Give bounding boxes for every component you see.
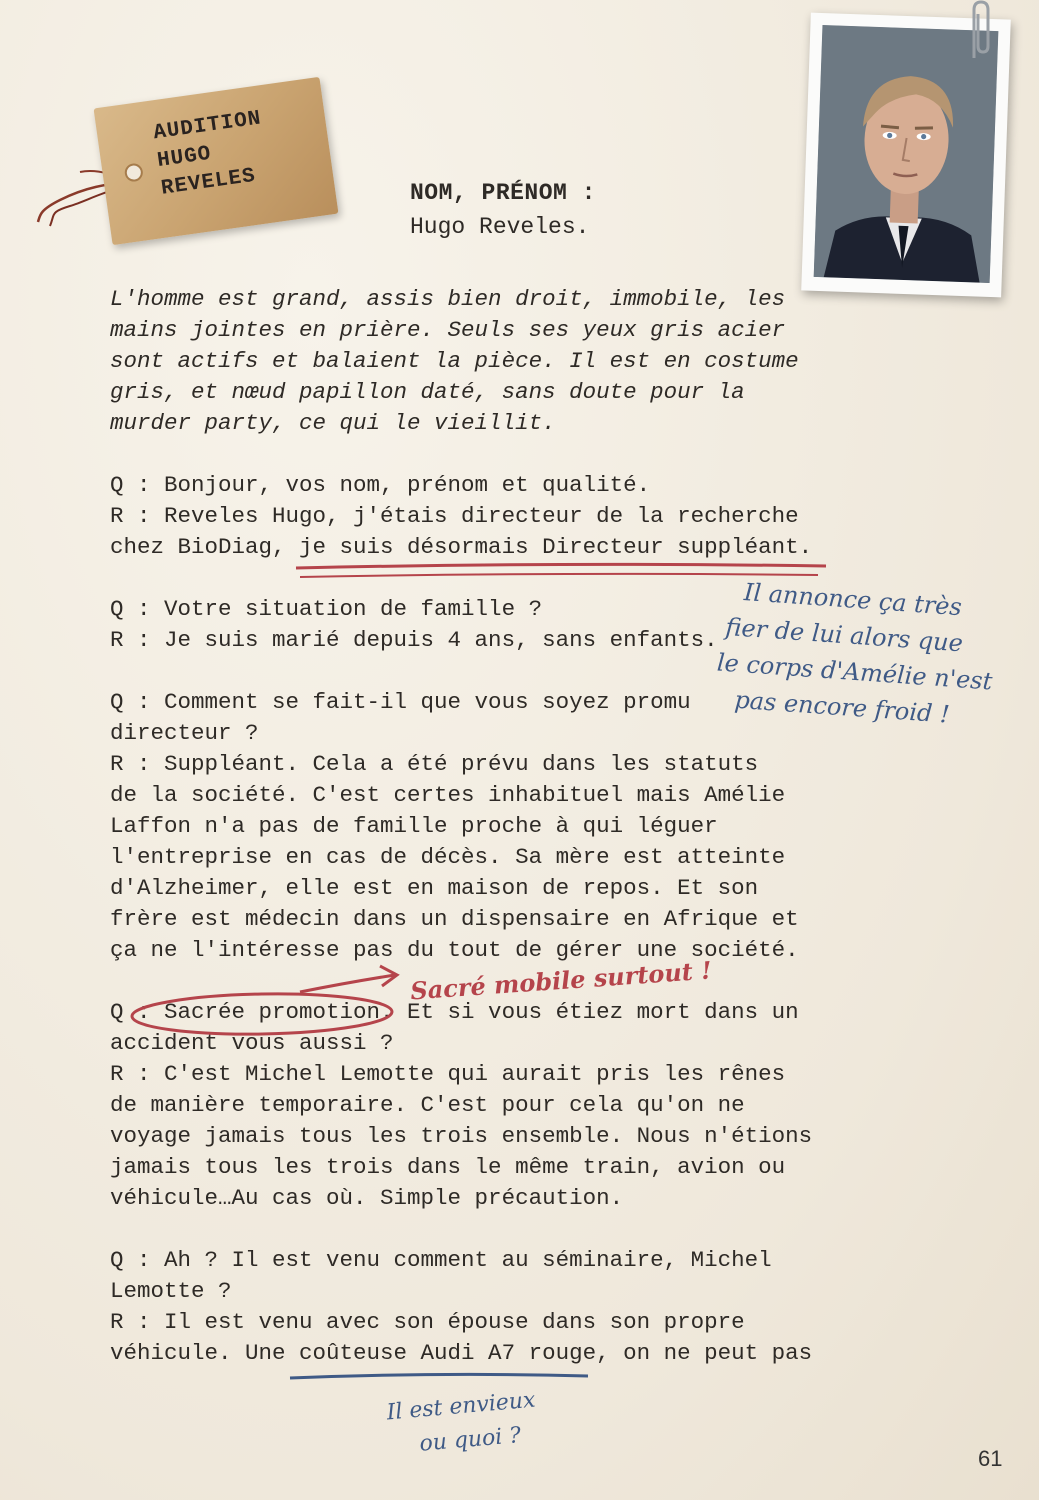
margin-note-1 [713, 573, 998, 736]
text-line: Q : Comment se fait-il que vous soyez promu [110, 689, 691, 715]
text-line: mains jointes en prière. Seuls ses yeux gris acier [110, 317, 786, 343]
name-label: NOM, PRÉNOM : [410, 180, 596, 206]
margin-note-2: Sacré mobile surtout ! [409, 955, 713, 1006]
text-line: de la société. C'est certes inhabituel mais Amélie [110, 782, 786, 808]
text-line: murder party, ce qui le vieillit. [110, 410, 556, 436]
paperclip-icon [960, 0, 1000, 60]
margin-note-3 [385, 1384, 539, 1465]
blue-underline [290, 1374, 588, 1378]
qa-block-5 [110, 1245, 812, 1369]
note-line: pas encore froid ! [733, 685, 951, 729]
name-value: Hugo Reveles. [410, 214, 590, 240]
text-line: l'entreprise en cas de décès. Sa mère est atteinte [110, 844, 786, 870]
note-line: Il annonce ça très [743, 578, 963, 622]
text-line: R : Je suis marié depuis 4 ans, sans enfants. [110, 627, 718, 653]
text-line: voyage jamais tous les trois ensemble. Nous n'étions [110, 1123, 813, 1149]
text-line: R : Il est venu avec son épouse dans son propre [110, 1309, 745, 1335]
text-line: Q : Votre situation de famille ? [110, 596, 543, 622]
text-line: véhicule…Au cas où. Simple précaution. [110, 1185, 624, 1211]
text-line: R : Reveles Hugo, j'étais directeur de la recherche [110, 503, 799, 529]
tag-hole [124, 162, 144, 182]
identity-header [410, 176, 596, 244]
text-line: R : C'est Michel Lemotte qui aurait pris les rênes [110, 1061, 786, 1087]
tag-label [152, 105, 271, 203]
qa-block-4 [110, 997, 812, 1214]
text-line: de manière temporaire. C'est pour cela qu'on ne [110, 1092, 745, 1118]
page-number: 61 [978, 1446, 1003, 1471]
portrait-image [814, 25, 999, 283]
text-line: véhicule. Une coûteuse Audi A7 rouge, on ne peut pas [110, 1340, 813, 1366]
text-line: Q : Sacrée promotion. Et si vous étiez mort dans un [110, 999, 799, 1025]
qa-block-2 [110, 594, 718, 656]
text-line: frère est médecin dans un dispensaire en Afrique et [110, 906, 799, 932]
text-line: R : Suppléant. Cela a été prévu dans les statuts [110, 751, 759, 777]
text-line: Q : Bonjour, vos nom, prénom et qualité. [110, 472, 651, 498]
text-line: Laffon n'a pas de famille proche à qui léguer [110, 813, 718, 839]
text-line: jamais tous les trois dans le même train, avion ou [110, 1154, 786, 1180]
red-underline [296, 564, 826, 568]
description-paragraph [110, 284, 799, 439]
note-line: Il est envieux [385, 1387, 537, 1426]
portrait-illustration [814, 25, 999, 283]
tag-line: REVELES [159, 164, 258, 201]
text-line: directeur ? [110, 720, 259, 746]
text-line: Lemotte ? [110, 1278, 232, 1304]
audition-tag [94, 77, 339, 245]
tag-line: AUDITION [152, 107, 263, 146]
text-line: L'homme est grand, assis bien droit, immobile, les [110, 286, 786, 312]
text-line: sont actifs et balaient la pièce. Il est en costume [110, 348, 799, 374]
text-line: accident vous aussi ? [110, 1030, 394, 1056]
red-arrow-head [380, 966, 397, 986]
text-line: Q : Ah ? Il est venu comment au séminaire, Michel [110, 1247, 772, 1273]
text-line: d'Alzheimer, elle est en maison de repos. Et son [110, 875, 759, 901]
text-line: gris, et nœud papillon daté, sans doute pour la [110, 379, 745, 405]
text-line: ça ne l'intéresse pas du tout de gérer une société. [110, 937, 799, 963]
note-line: ou quoi ? [418, 1423, 523, 1457]
qa-block-1 [110, 470, 812, 563]
red-arrow [300, 975, 395, 992]
text-line: chez BioDiag, je suis désormais Directeur suppléant. [110, 534, 813, 560]
qa-block-3 [110, 687, 799, 966]
note-line: le corps d'Amélie n'est [716, 648, 994, 696]
tag-line: HUGO [155, 142, 214, 174]
note-line: fier de lui alors que [724, 612, 964, 658]
